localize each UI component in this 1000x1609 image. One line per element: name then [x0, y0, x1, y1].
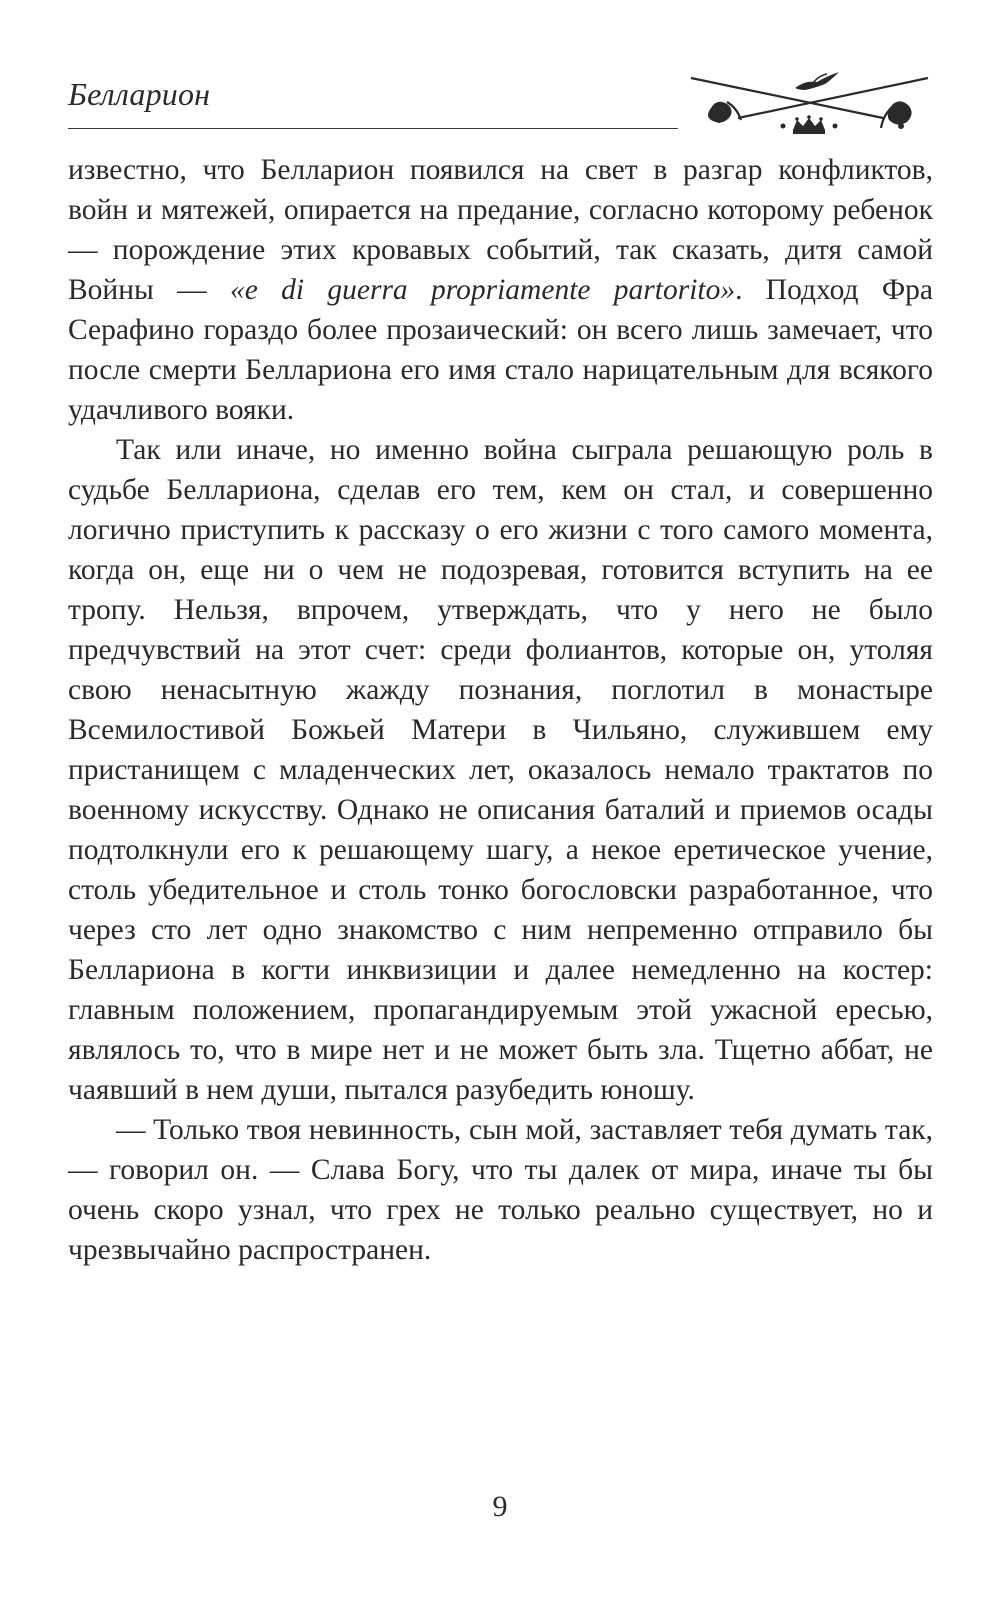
crossed-swords-ornament-icon — [683, 68, 933, 148]
italian-quote: «e di guerra propriamente partorito» — [229, 274, 736, 306]
paragraph-1-text-end: . Подход Фра Серафино гораздо более прозаический: он всего лишь замечает, что после смерти Беллариона его имя стало нарицательным для всякого удачливого вояки. — [68, 274, 933, 426]
running-head-title: Белларион — [68, 76, 211, 112]
paragraph-1-text-start: известно, что Белларион появился на свет в разгар конфликтов, войн и мятежей, опирается на предание, согласно которому ребенок — порождение этих кровавых событий, так сказать, дитя самой Войны — — [68, 154, 933, 306]
header-rule — [68, 128, 678, 129]
paragraph-2: Так или иначе, но именно война сыграла решающую роль в судьбе Беллариона, сделав его тем, кем он стал, и совершенно логично приступить к рассказу о его жизни с того самого момента, когда он, еще ни о чем не подозревая, готовится вступить на ее тропу. Нельзя, впрочем, утверждать, что у него не было предчувствий на этот счет: среди фолиантов, которые он, утоляя свою ненасытную жажду познания, поглотил в монастыре Всемилостивой Божьей Матери в Чильяно, служившем ему пристанищем с младенческих лет, оказалось немало трактатов по военному искусству. Однако не описания баталий и приемов осады подтолкнули его к решающему шагу, а некое еретическое учение, столь убедительное и столь тонко богословски разработанное, что через сто лет одно знакомство с ним непременно отправило бы Беллариона в когти инквизиции и далее немедленно на костер: главным положением, пропагандируемым этой ужасной ересью, являлось то, что в мире нет и не может быть зла. Тщетно аббат, не чаявший в нем души, пытался разубедить юношу. — [68, 434, 933, 1106]
paragraph-3-dialogue: — Только твоя невинность, сын мой, заставляет тебя думать так, — говорил он. — Слава Богу, что ты далек от мира, иначе ты бы очень скоро узнал, что грех не только реально существует, но и чрезвычайно распространен. — [68, 1114, 933, 1266]
running-head — [68, 68, 933, 148]
page-number: 9 — [492, 1490, 508, 1523]
paragraph-1 — [68, 150, 933, 430]
body-text — [68, 150, 933, 1270]
